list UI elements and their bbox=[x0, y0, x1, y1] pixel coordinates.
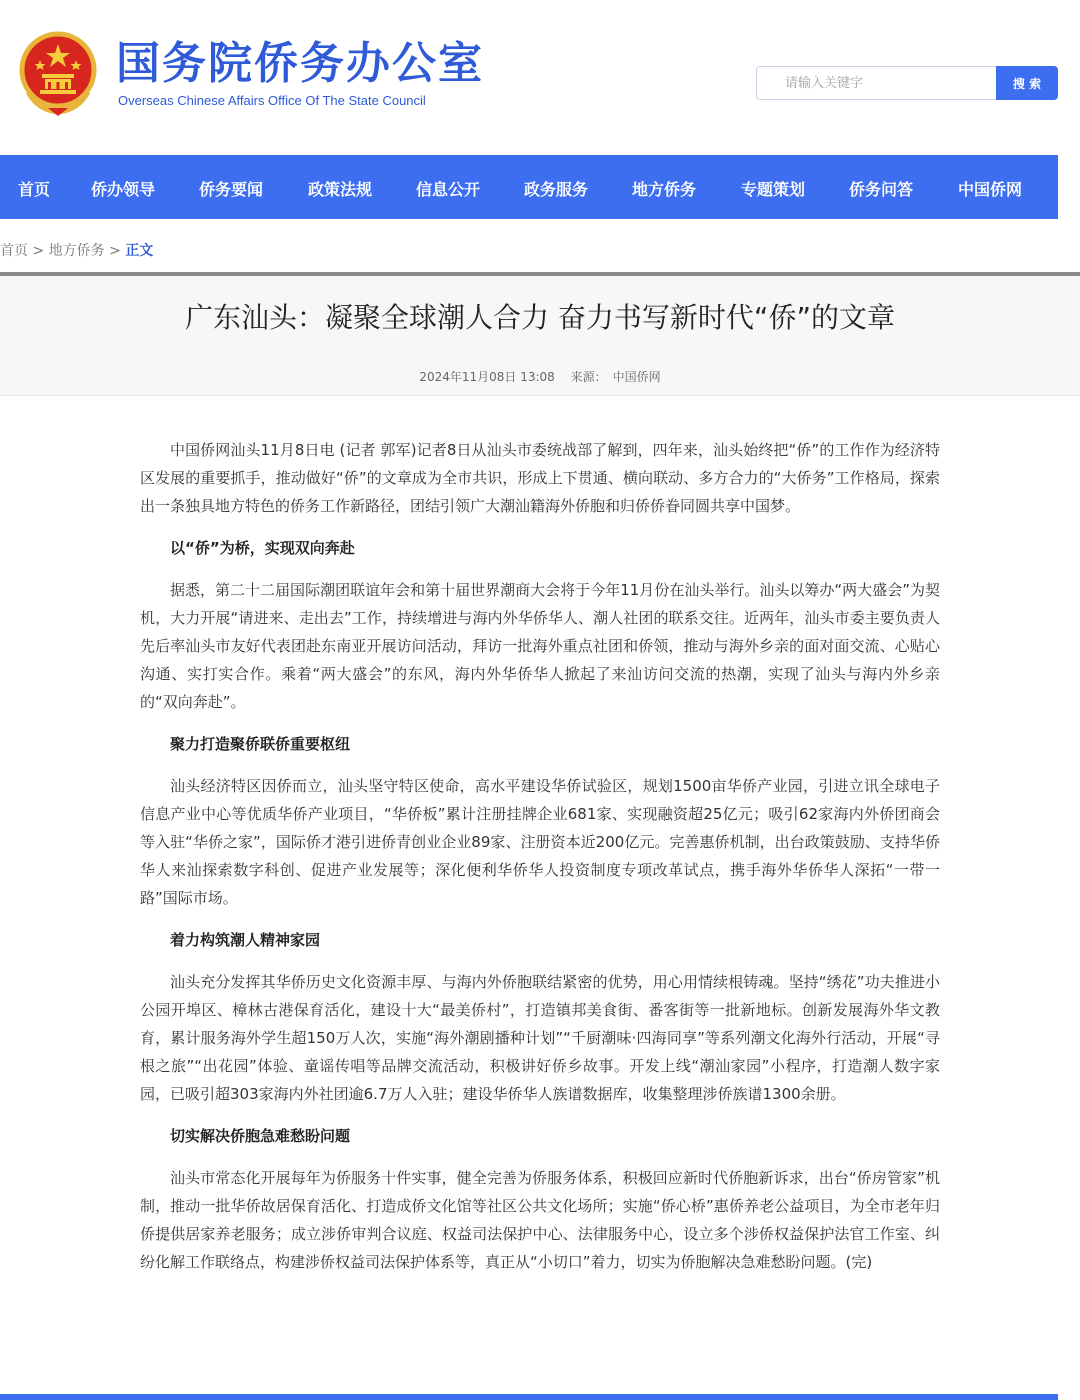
search-button[interactable]: 搜 索 bbox=[996, 66, 1058, 100]
article-source: 中国侨网 bbox=[612, 370, 661, 384]
nav-item-special[interactable]: 专题策划 bbox=[741, 180, 806, 199]
breadcrumb bbox=[0, 240, 153, 260]
search-input[interactable] bbox=[756, 66, 996, 100]
article-subheading: 着力构筑潮人精神家园 bbox=[170, 931, 321, 949]
article-date: 2024年11月08日 13:08 bbox=[419, 370, 555, 384]
article-title: 广东汕头：凝聚全球潮人合力 奋力书写新时代“侨”的文章 bbox=[185, 301, 895, 334]
nav-item-home[interactable]: 首页 bbox=[18, 180, 51, 199]
nav-item-services[interactable]: 政务服务 bbox=[524, 180, 589, 199]
site-header bbox=[0, 0, 1080, 155]
article-subheading: 聚力打造聚侨联侨重要枢纽 bbox=[170, 735, 351, 753]
article-paragraph: 汕头经济特区因侨而立，汕头坚守特区使命，高水平建设华侨试验区，规划1500亩华侨产业园，引进立讯全球电子信息产业中心等优质华侨产业项目，“华侨板”累计注册挂牌企业681家、实现融资超25亿元；吸引62家海内外侨团商会等入驻“华侨之家”，国际侨才港引进侨青创业企业89家、注册资本近200亿元。完善惠侨机制，出台政策鼓励、支持华侨华人来汕探索数字科创、促进产业发展等；深化便利华侨华人投资制度专项改革试点，携手海外华侨华人深拓“一带一路”国际市场。 bbox=[140, 777, 940, 907]
footer-bar bbox=[0, 1394, 1058, 1400]
article-header bbox=[0, 276, 1080, 396]
breadcrumb-separator: > bbox=[32, 243, 45, 259]
article-meta bbox=[0, 368, 1080, 385]
article-subheading: 以“侨”为桥，实现双向奔赴 bbox=[170, 539, 355, 557]
breadcrumb-home[interactable]: 首页 bbox=[0, 243, 28, 259]
nav-item-chinaqw[interactable]: 中国侨网 bbox=[958, 180, 1023, 199]
article-paragraph: 中国侨网汕头11月8日电 (记者 郭军)记者8日从汕头市委统战部了解到，四年来，汕头始终把“侨”的工作作为经济特区发展的重要抓手，推动做好“侨”的文章成为全市共识，形成上下贯通、横向联动、多方合力的“大侨务”工作格局，探索出一条独具地方特色的侨务工作新路径，团结引领广大潮汕籍海外侨胞和归侨侨眷同圆共享中国梦。 bbox=[140, 441, 940, 515]
article-body bbox=[140, 436, 940, 1290]
nav-item-leaders[interactable]: 侨办领导 bbox=[91, 180, 156, 199]
article-paragraph: 据悉，第二十二届国际潮团联谊年会和第十届世界潮商大会将于今年11月份在汕头举行。汕头以筹办“两大盛会”为契机，大力开展“请进来、走出去”工作，持续增进与海内外华侨华人、潮人社团的联系交往。近两年，汕头市委主要负责人先后率汕头市友好代表团赴东南亚开展访问活动，拜访一批海外重点社团和侨领，推动与海外乡亲的面对面交流、心贴心沟通、实打实合作。乘着“两大盛会”的东风，海内外华侨华人掀起了来汕访问交流的热潮，实现了汕头与海内外乡亲的“双向奔赴”。 bbox=[140, 581, 940, 711]
nav-item-local[interactable]: 地方侨务 bbox=[632, 180, 697, 199]
nav-item-disclosure[interactable]: 信息公开 bbox=[416, 180, 481, 199]
main-nav bbox=[0, 155, 1058, 219]
article-subheading: 切实解决侨胞急难愁盼问题 bbox=[170, 1127, 351, 1145]
nav-item-policy[interactable]: 政策法规 bbox=[308, 180, 373, 199]
article-source-label: 来源： bbox=[570, 370, 607, 384]
breadcrumb-current: 正文 bbox=[125, 243, 154, 259]
national-emblem-icon bbox=[18, 30, 98, 116]
site-title: 国务院侨务办公室 bbox=[116, 38, 484, 89]
nav-item-news[interactable]: 侨务要闻 bbox=[199, 180, 264, 199]
article-paragraph: 汕头市常态化开展每年为侨服务十件实事，健全完善为侨服务体系，积极回应新时代侨胞新诉求，出台“侨房管家”机制，推动一批华侨故居保育活化、打造成侨文化馆等社区公共文化场所；实施“侨心桥”惠侨养老公益项目，为全市老年归侨提供居家养老服务；成立涉侨审判合议庭、权益司法保护中心、法律服务中心，设立多个涉侨权益保护法官工作室、纠纷化解工作联络点，构建涉侨权益司法保护体系等，真正从“小切口”着力，切实为侨胞解决急难愁盼问题。(完) bbox=[140, 1169, 940, 1271]
breadcrumb-section[interactable]: 地方侨务 bbox=[48, 243, 105, 259]
article-paragraph: 汕头充分发挥其华侨历史文化资源丰厚、与海内外侨胞联结紧密的优势，用心用情续根铸魂。坚持“绣花”功夫推进小公园开埠区、樟林古港保育活化，建设十大“最美侨村”，打造镇邦美食街、番客街等一批新地标。创新发展海外华文教育，累计服务海外学生超150万人次，实施“海外潮剧播种计划”“千厨潮味·四海同享”等系列潮文化海外行活动，开展“寻根之旅”“出花园”体验、童谣传唱等品牌交流活动，积极讲好侨乡故事。开发上线“潮汕家园”小程序，打造潮人数字家园，已吸引超303家海内外社团逾6.7万人入驻；建设华侨华人族谱数据库，收集整理涉侨族谱1300余册。 bbox=[140, 973, 940, 1103]
breadcrumb-separator: > bbox=[109, 243, 121, 259]
site-subtitle: Overseas Chinese Affairs Office Of The State Council bbox=[118, 93, 426, 108]
nav-item-qa[interactable]: 侨务问答 bbox=[849, 180, 914, 199]
